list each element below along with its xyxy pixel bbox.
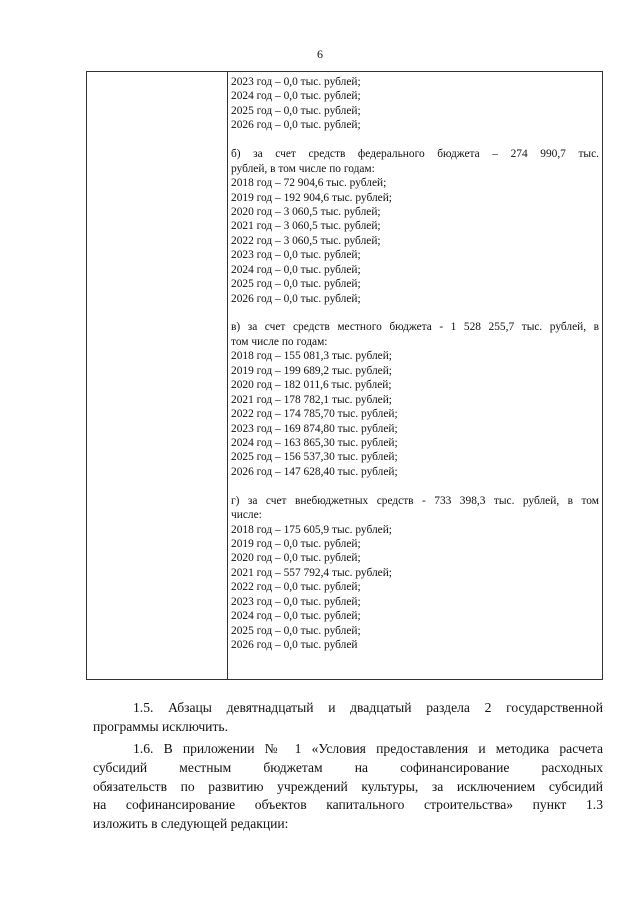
year-line: 2023 год – 0,0 тыс. рублей; bbox=[231, 76, 361, 88]
year-line: 2024 год – 163 865,30 тыс. рублей; bbox=[231, 436, 398, 449]
year-line: 2020 год – 182 011,6 тыс. рублей; bbox=[231, 379, 392, 392]
year-line: 2024 год – 0,0 тыс. рублей; bbox=[231, 90, 361, 103]
paragraph-line: изложить в следующей редакции: bbox=[93, 816, 289, 832]
paragraph-line: субсидий местным бюджетам на софинансирование расходных bbox=[93, 759, 603, 775]
year-line: 2019 год – 192 904,6 тыс. рублей; bbox=[231, 191, 392, 204]
year-line: 2019 год – 0,0 тыс. рублей; bbox=[231, 538, 361, 550]
year-line: 2020 год – 0,0 тыс. рублей; bbox=[231, 552, 361, 565]
year-line: 2018 год – 72 904,6 тыс. рублей; bbox=[231, 177, 387, 190]
paragraph-line: 1.5. Абзацы девятнадцатый и двадцатый раздела 2 государственной bbox=[133, 700, 603, 715]
year-line: 2021 год – 178 782,1 тыс. рублей; bbox=[231, 393, 392, 406]
year-line: 2024 год – 0,0 тыс. рублей; bbox=[231, 263, 361, 276]
year-line: 2026 год – 0,0 тыс. рублей; bbox=[231, 292, 361, 305]
year-line: 2026 год – 147 628,40 тыс. рублей; bbox=[231, 465, 398, 478]
year-line: 2021 год – 3 060,5 тыс. рублей; bbox=[231, 220, 381, 233]
year-line: 2019 год – 199 689,2 тыс. рублей; bbox=[231, 364, 392, 377]
year-line: 2021 год – 557 792,4 тыс. рублей; bbox=[231, 566, 392, 579]
year-line: 2018 год – 155 081,3 тыс. рублей; bbox=[231, 350, 392, 363]
extrabudget-heading-cont: числе: bbox=[231, 509, 262, 522]
funding-cell bbox=[231, 75, 599, 653]
column-divider bbox=[227, 72, 228, 679]
paragraph-1-6 bbox=[93, 740, 603, 834]
year-line: 2025 год – 156 537,30 тыс. рублей; bbox=[231, 451, 398, 464]
extrabudget-heading: г) за счет внебюджетных средств - 733 398,3 тыс. рублей, в том bbox=[231, 494, 599, 507]
year-line: 2025 год – 0,0 тыс. рублей; bbox=[231, 624, 361, 637]
year-line: 2025 год – 0,0 тыс. рублей; bbox=[231, 104, 361, 117]
funding-table bbox=[86, 71, 603, 680]
year-line: 2023 год – 0,0 тыс. рублей; bbox=[231, 595, 361, 608]
year-line: 2026 год – 0,0 тыс. рублей; bbox=[231, 119, 361, 132]
year-line: 2026 год – 0,0 тыс. рублей bbox=[231, 639, 358, 652]
year-line: 2020 год – 3 060,5 тыс. рублей; bbox=[231, 205, 381, 218]
local-heading-cont: том числе по годам: bbox=[231, 335, 328, 348]
page-number: 6 bbox=[317, 47, 323, 61]
year-line: 2022 год – 3 060,5 тыс. рублей; bbox=[231, 234, 381, 247]
paragraph-line: обязательств по развитию учреждений культуры, за исключением субсидий bbox=[93, 778, 603, 794]
year-line: 2022 год – 0,0 тыс. рублей; bbox=[231, 581, 361, 594]
year-line: 2018 год – 175 605,9 тыс. рублей; bbox=[231, 523, 392, 536]
paragraph-1-5 bbox=[93, 699, 603, 737]
year-line: 2023 год – 0,0 тыс. рублей; bbox=[231, 249, 361, 262]
paragraph-line: на софинансирование объектов капитального строительства» пункт 1.3 bbox=[93, 797, 603, 813]
paragraph-line: 1.6. В приложении № 1 «Условия предоставления и методика расчета bbox=[133, 741, 603, 756]
year-line: 2023 год – 169 874,80 тыс. рублей; bbox=[231, 422, 398, 435]
year-line: 2024 год – 0,0 тыс. рублей; bbox=[231, 610, 361, 623]
federal-heading: б) за счет средств федерального бюджета – 274 990,7 тыс. bbox=[231, 148, 599, 161]
local-heading: в) за счет средств местного бюджета - 1 528 255,7 тыс. рублей, в bbox=[231, 321, 599, 334]
year-line: 2025 год – 0,0 тыс. рублей; bbox=[231, 278, 361, 291]
paragraph-line: программы исключить. bbox=[93, 718, 228, 734]
year-line: 2022 год – 174 785,70 тыс. рублей; bbox=[231, 408, 398, 421]
federal-heading-cont: рублей, в том числе по годам: bbox=[231, 162, 375, 175]
